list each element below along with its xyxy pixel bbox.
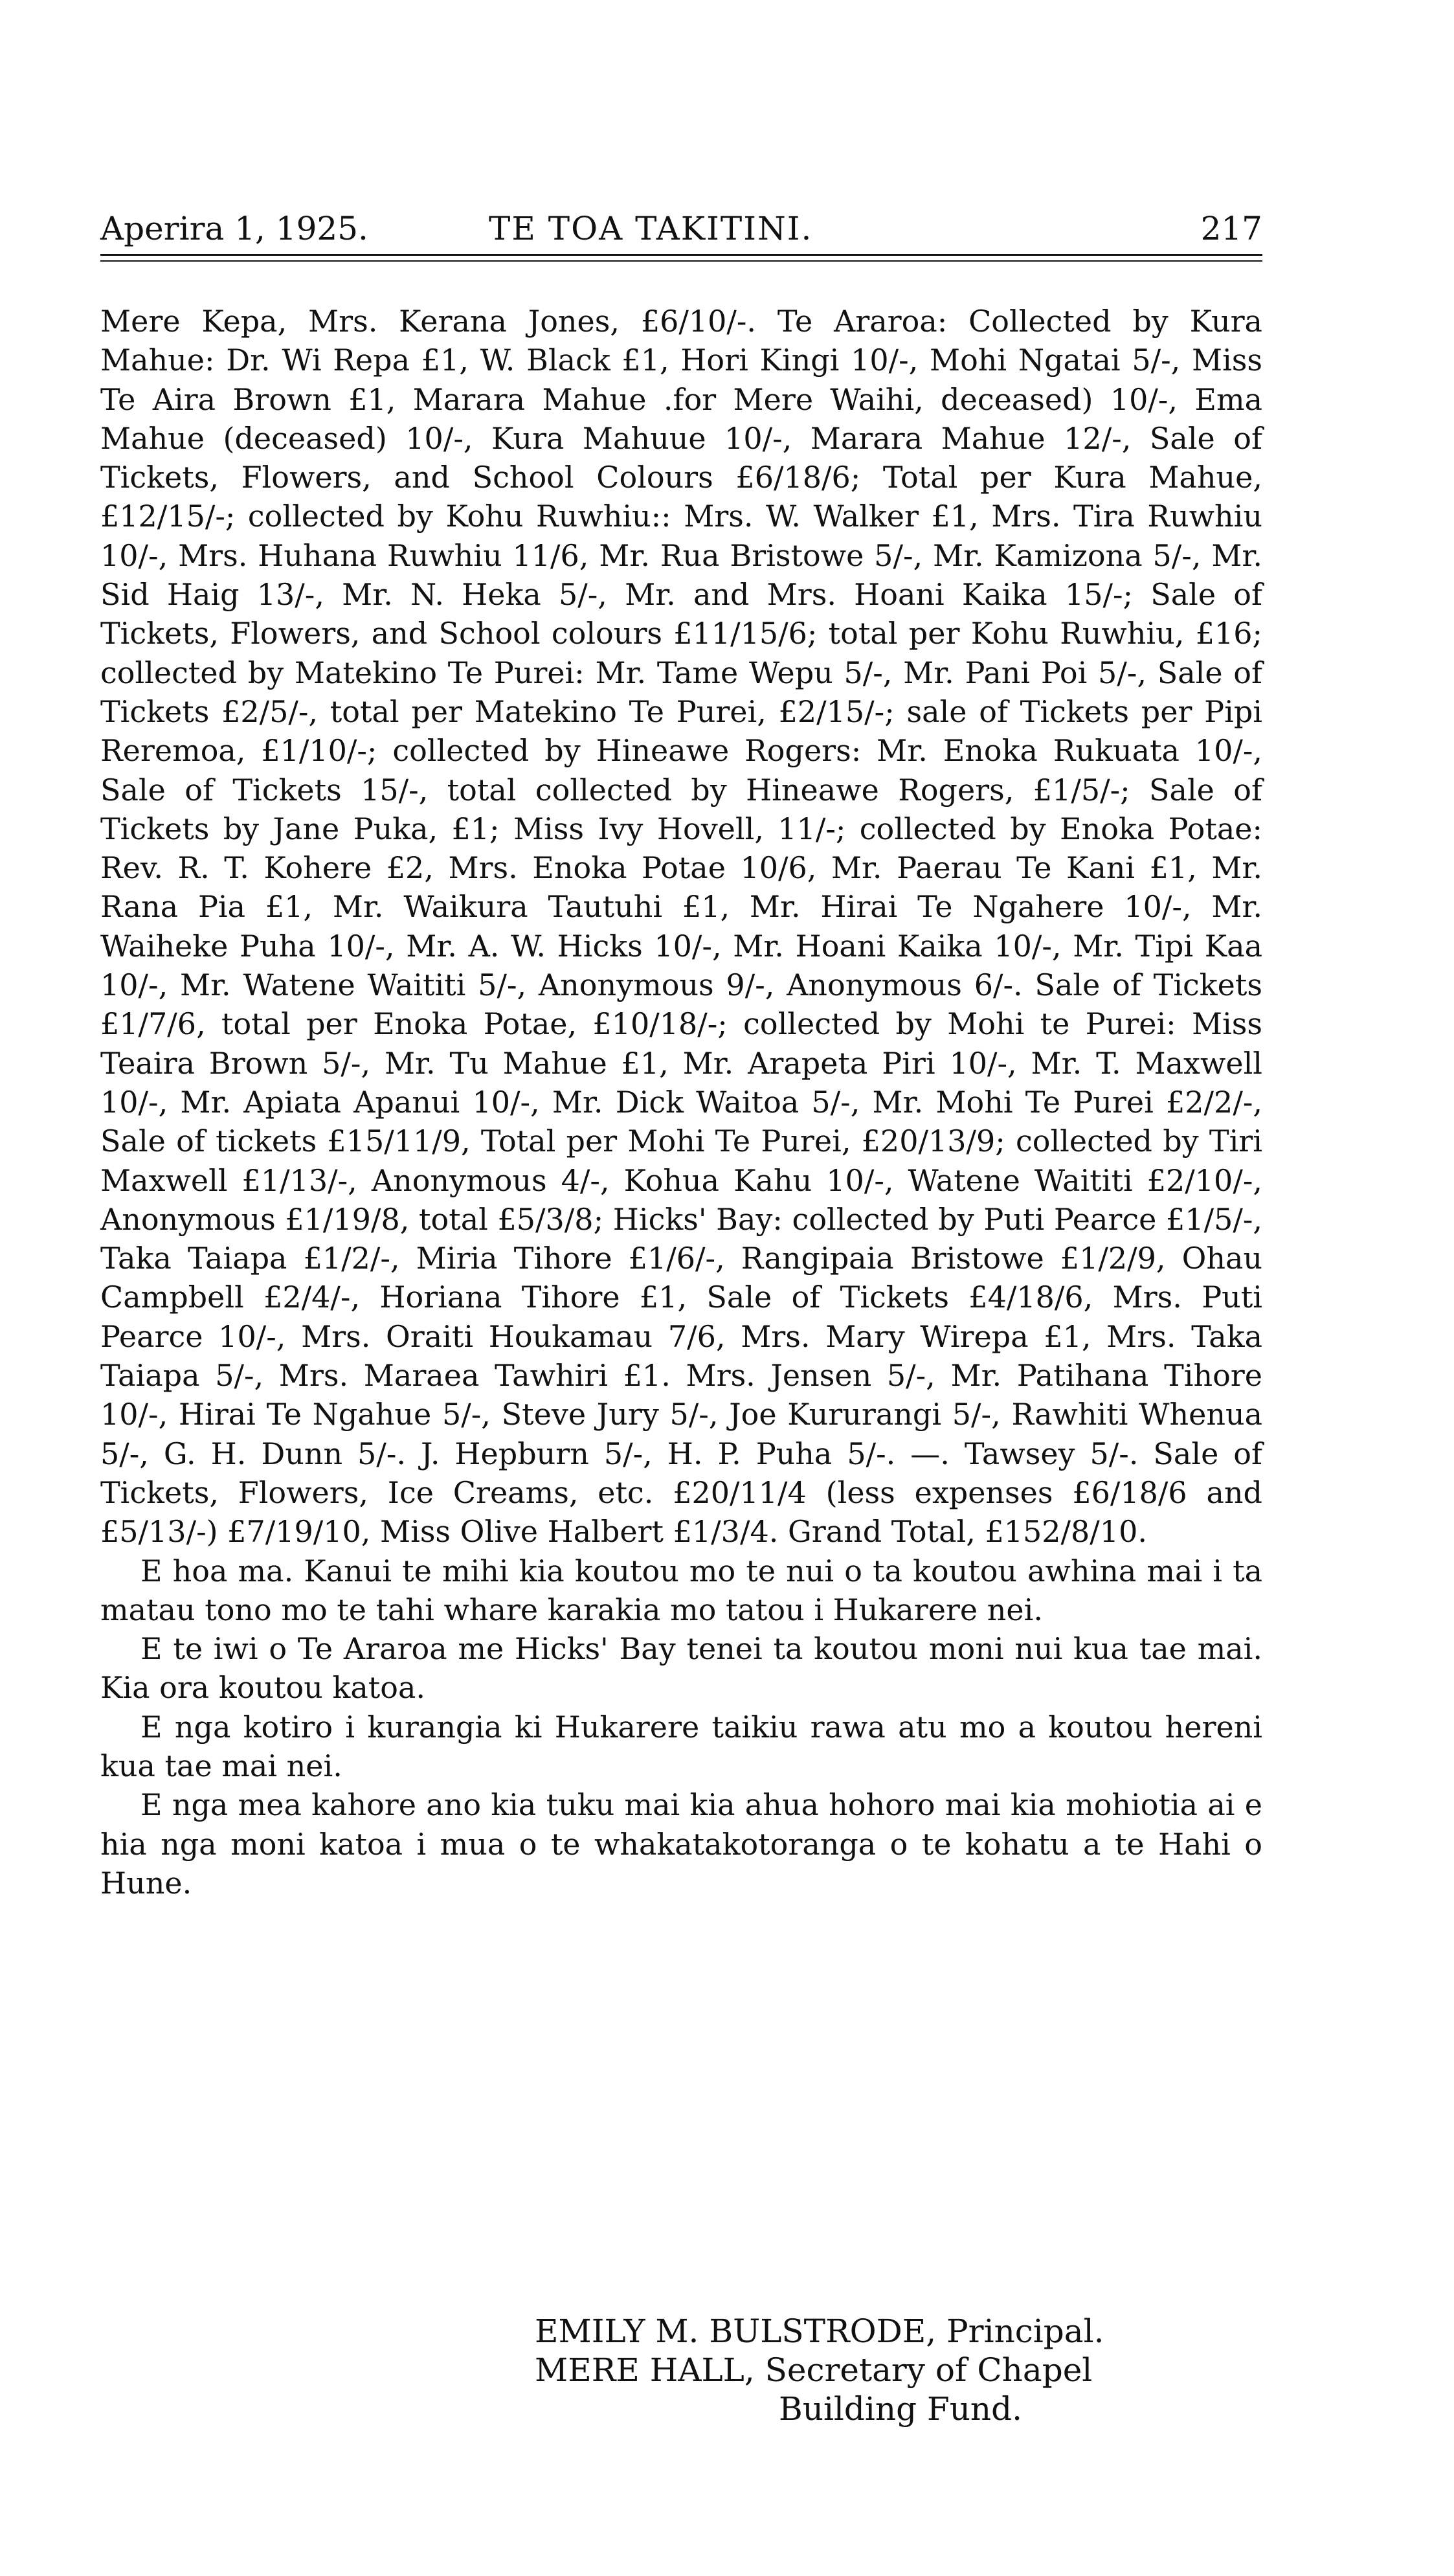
old-girls-paragraph: E nga kotiro i kurangia ki Hukarere taikiu rawa atu mo a koutou hereni kua tae mai nei. <box>100 1709 1262 1783</box>
running-header <box>100 206 1262 251</box>
signature-principal: EMILY M. BULSTRODE, Principal. <box>535 2312 1104 2350</box>
donation-list-paragraph: Mere Kepa, Mrs. Kerana Jones, £6/10/-. Te Araroa: Collected by Kura Mahue: Dr. Wi Repa £1, W. Black £1, Hori Kingi 10/-, Mohi Ngatai 5/-, Miss Te Aira Brown £1, Marara Mahue .for Mere Waihi, deceased) 10/-, Ema Mahue (deceased) 10/-, Kura Mahuue 10/-, Marara Mahue 12/-, Sale of Tickets, Flowers, and School Colours £6/18/6; Total per Kura Mahue, £12/15/-; collected by Kohu Ruwhiu:: Mrs. W. Walker £1, Mrs. Tira Ruwhiu 10/-, Mrs. Huhana Ruwhiu 11/6, Mr. Rua Bristowe 5/-, Mr. Kamizona 5/-, Mr. Sid Haig 13/-, Mr. N. Heka 5/-, Mr. and Mrs. Hoani Kaika 15/-; Sale of Tickets, Flowers, and School colours £11/15/6; total per Kohu Ruwhiu, £16; collected by Matekino Te Purei: Mr. Tame Wepu 5/-, Mr. Pani Poi 5/-, Sale of Tickets £2/5/-, total per Matekino Te Purei, £2/15/-; sale of Tickets per Pipi Reremoa, £1/10/-; collected by Hineawe Rogers: Mr. Enoka Rukuata 10/-, Sale of Tickets 15/-, total collected by Hineawe Rogers, £1/5/-; Sale of Tickets by Jane Puka, £1; Miss Ivy Hovell, 11/-; collected by Enoka Potae: Rev. R. T. Kohere £2, Mrs. Enoka Potae 10/6, Mr. Paerau Te Kani £1, Mr. Rana Pia £1, Mr. Waikura Tautuhi £1, Mr. Hirai Te Ngahere 10/-, Mr. Waiheke Puha 10/-, Mr. A. W. Hicks 10/-, Mr. Hoani Kaika 10/-, Mr. Tipi Kaa 10/-, Mr. Watene Waititi 5/-, Anonymous 9/-, Anonymous 6/-. Sale of Tickets £1/7/6, total per Enoka Potae, £10/18/-; collected by Mohi te Purei: Miss Teaira Brown 5/-, Mr. Tu Mahue £1, Mr. Arapeta Piri 10/-, Mr. T. Maxwell 10/-, Mr. Apiata Apanui 10/-, Mr. Dick Waitoa 5/-, Mr. Mohi Te Purei £2/2/-, Sale of tickets £15/11/9, Total per Mohi Te Purei, £20/13/9; collected by Tiri Maxwell £1/13/-, Anonymous 4/-, Kohua Kahu 10/-, Watene Waititi £2/10/-, Anonymous £1/19/8, total £5/3/8; Hicks' Bay: collected by Puti Pearce £1/5/-, Taka Taiapa £1/2/-, Miria Tihore £1/6/-, Rangipaia Bristowe £1/2/9, Ohau Campbell £2/4/-, Horiana Tihore £1, Sale of Tickets £4/18/6, Mrs. Puti Pearce 10/-, Mrs. Oraiti Houkamau 7/6, Mrs. Mary Wirepa £1, Mrs. Taka Taiapa 5/-, Mrs. Maraea Tawhiri £1. Mrs. Jensen 5/-, Mr. Patihana Tihore 10/-, Hirai Te Ngahue 5/-, Steve Jury 5/-, Joe Kururangi 5/-, Rawhiti Whenua 5/-, G. H. Dunn 5/-. J. Hepburn 5/-, H. P. Puha 5/-. —. Tawsey 5/-. Sale of Tickets, Flowers, Ice Creams, etc. £20/11/4 (less expenses £6/18/6 and £5/13/-) £7/19/10, Miss Olive Halbert £1/3/4. Grand Total, £152/8/10. <box>100 304 1262 1550</box>
page-number: 217 <box>1200 210 1262 247</box>
article-body <box>100 302 1262 1903</box>
header-rule-secondary <box>100 260 1262 262</box>
signature-fund: Building Fund. <box>779 2390 1023 2428</box>
issue-date: Aperira 1, 1925. <box>100 210 368 247</box>
header-rule <box>100 254 1262 256</box>
te-araroa-paragraph: E te iwi o Te Araroa me Hicks' Bay tenei ta koutou moni nui kua tae mai. Kia ora koutou katoa. <box>100 1631 1262 1706</box>
signature-secretary: MERE HALL, Secretary of Chapel <box>535 2351 1093 2389</box>
request-paragraph: E nga mea kahore ano kia tuku mai kia ahua hohoro mai kia mohiotia ai e hia nga moni katoa i mua o te whakatakotoranga o te kohatu a te Hahi o Hune. <box>100 1787 1262 1901</box>
publication-title: TE TOA TAKITINI. <box>489 210 813 247</box>
thanks-paragraph: E hoa ma. Kanui te mihi kia koutou mo te nui o ta koutou awhina mai i ta matau tono mo te tahi whare karakia mo tatou i Hukarere nei. <box>100 1553 1262 1627</box>
